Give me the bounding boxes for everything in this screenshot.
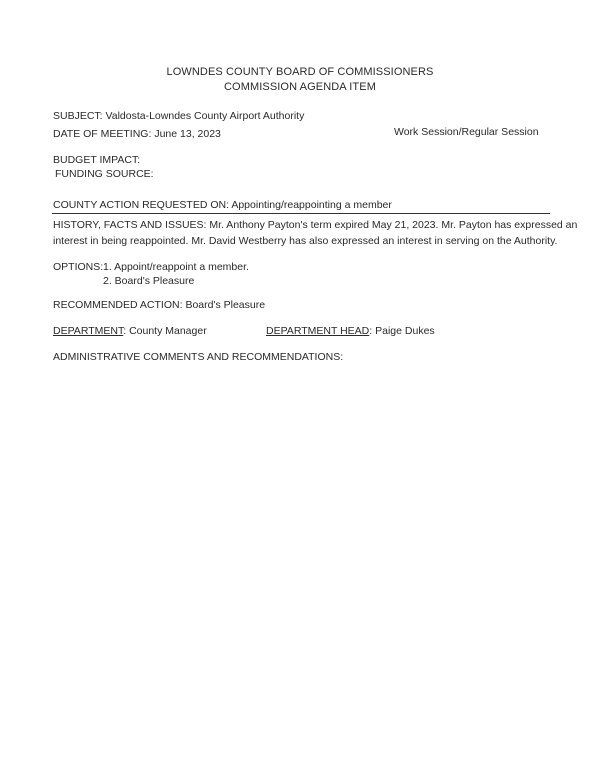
section-divider <box>52 213 550 214</box>
document-heading-org: LOWNDES COUNTY BOARD OF COMMISSIONERS <box>166 66 434 78</box>
history-line-1 <box>53 219 577 231</box>
document-heading-type: COMMISSION AGENDA ITEM <box>224 81 376 93</box>
subject-value: Valdosta-Lowndes County Airport Authority <box>105 110 305 122</box>
funding-source-label: FUNDING SOURCE: <box>55 168 154 180</box>
recommended-action-value: Board's Pleasure <box>185 299 266 311</box>
meeting-date-value: June 13, 2023 <box>154 128 221 140</box>
department-value: County Manager <box>129 325 207 337</box>
action-requested-line <box>53 199 392 211</box>
department-label: DEPARTMENT <box>53 325 124 337</box>
department-line: DEPARTMENT: County Manager <box>53 325 207 337</box>
option-item-1: 1. Appoint/reappoint a member. <box>103 261 249 273</box>
action-requested-value: Appointing/reappointing a member <box>231 199 392 211</box>
subject-line <box>53 110 304 122</box>
history-label: HISTORY, FACTS AND ISSUES: <box>53 219 207 231</box>
budget-impact-label: BUDGET IMPACT: <box>53 154 141 166</box>
history-line-2: interest in being reappointed. Mr. David Westberry has also expressed an interest in serving on the Authority. <box>53 235 558 247</box>
recommended-action-line <box>53 299 265 311</box>
options-label: OPTIONS: <box>53 261 104 273</box>
meeting-date-line <box>53 128 221 140</box>
action-requested-label: COUNTY ACTION REQUESTED ON: <box>53 199 229 211</box>
department-head-value: Paige Dukes <box>375 325 435 337</box>
history-text-1: Mr. Anthony Payton's term expired May 21, 2023. Mr. Payton has expressed an <box>209 219 578 231</box>
subject-label: SUBJECT: <box>53 110 103 122</box>
session-type: Work Session/Regular Session <box>394 126 539 138</box>
department-head-label: DEPARTMENT HEAD <box>266 325 370 337</box>
recommended-action-label: RECOMMENDED ACTION: <box>53 299 183 311</box>
admin-comments-label: ADMINISTRATIVE COMMENTS AND RECOMMENDATIONS: <box>53 351 344 363</box>
meeting-date-label: DATE OF MEETING: <box>53 128 152 140</box>
department-head-line: DEPARTMENT HEAD: Paige Dukes <box>266 325 435 337</box>
option-item-2: 2. Board's Pleasure <box>103 275 195 287</box>
